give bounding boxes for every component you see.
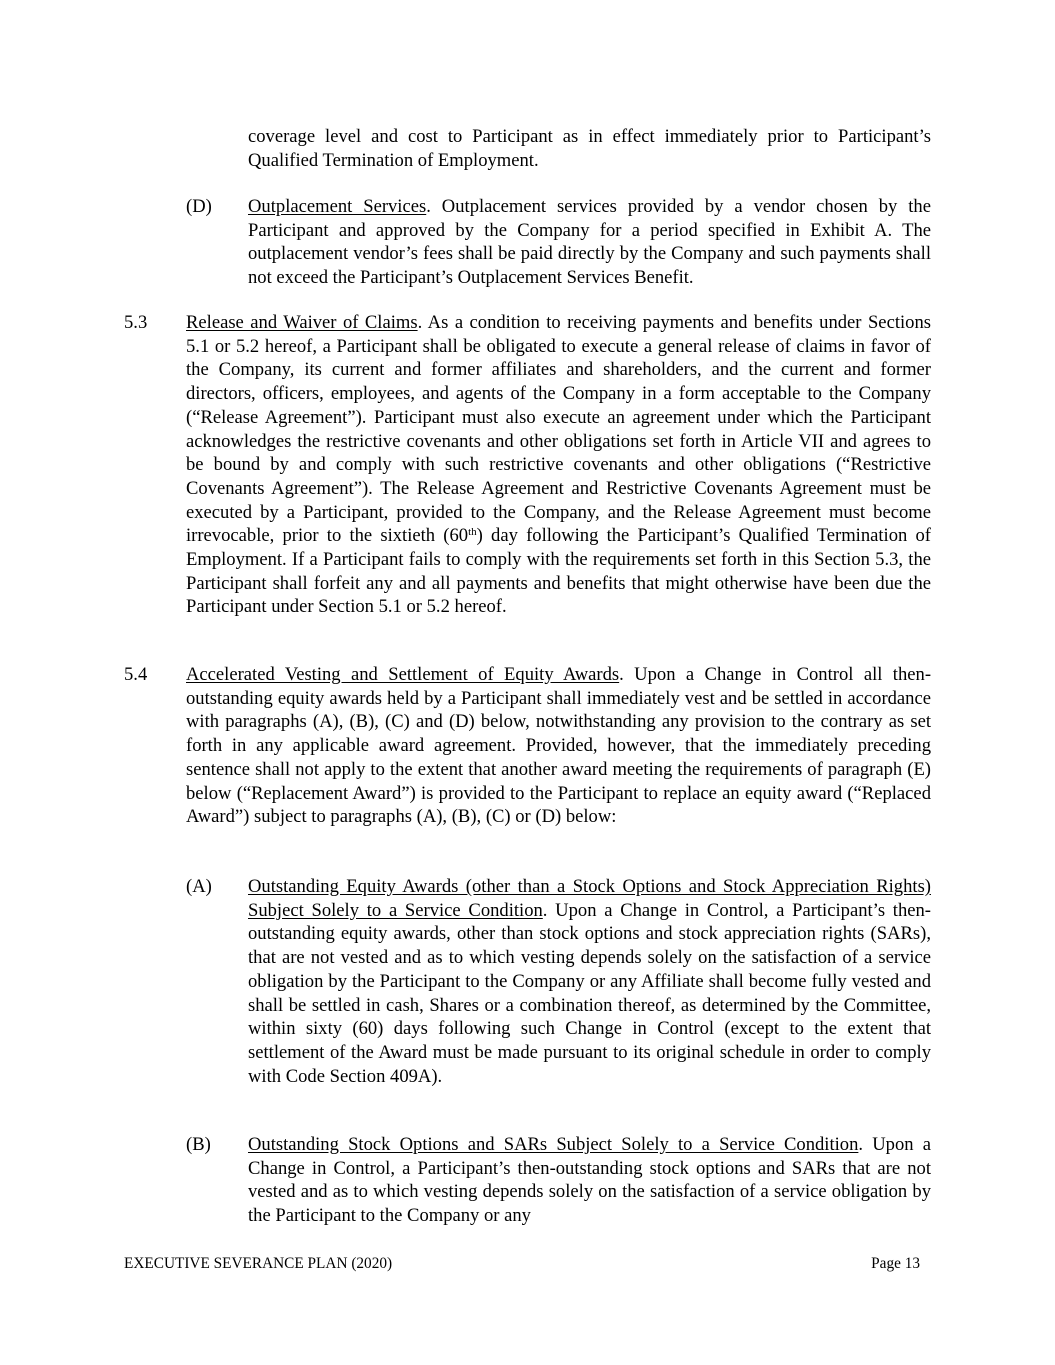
item-a-label: (A) xyxy=(186,876,212,897)
footer-document-title: EXECUTIVE SEVERANCE PLAN (2020) xyxy=(124,1255,393,1272)
section-5-3-body xyxy=(186,311,931,619)
continuation-text: coverage level and cost to Participant as in effect immediately prior to Participant’s Qualified Termination of Employment. xyxy=(248,126,931,171)
item-b-text: . Upon a Change in Control, a Participant’s then-outstanding stock options and SARs that are not vested and as to which vesting depends solely on the satisfaction of a service obligation by the Participant to the Company or any xyxy=(248,1134,931,1227)
item-d-text: . Outplacement services provided by a vendor chosen by the Participant and approved by the Company for a period specified in Exhibit A. The outplacement vendor’s fees shall be paid directly by the Company and such payments shall not exceed the Participant’s Outplacement Services Benefit. xyxy=(248,196,931,289)
section-5-3-number: 5.3 xyxy=(124,312,148,333)
item-d-heading: Outplacement Services xyxy=(248,196,427,217)
item-a-text: . Upon a Change in Control, a Participant’s then-outstanding equity awards, other than stock options and stock appreciation rights (SARs), that are not vested and as to which vesting depends solely on the satisfaction of a service obligation by the Participant to the Company or any Affiliate shall become fully vested and shall be settled in cash, Shares or a combination thereof, as determined by the Committee, within sixty (60) days following such Change in Control (except to the extent that settlement of the Award must be made pursuant to its original schedule in order to comply with Code Section 409A). xyxy=(248,899,931,1087)
section-5-4-body xyxy=(186,663,931,829)
footer-page-number: Page 13 xyxy=(871,1255,920,1272)
item-a-body xyxy=(248,875,931,1088)
item-d xyxy=(186,195,931,290)
section-5-4-number: 5.4 xyxy=(124,664,148,685)
section-5-3-text-b: ) day following the Participant’s Qualified Termination of Employment. If a Participant fails to comply with the requirements set forth in this Section 5.3, the Participant shall forfeit any and all payments and benefits that might otherwise have been due the Participant under Section 5.1 or 5.2 hereof. xyxy=(186,525,931,618)
section-5-4-heading: Accelerated Vesting and Settlement of Equity Awards xyxy=(186,664,620,685)
item-b xyxy=(186,1133,931,1228)
section-5-3 xyxy=(124,311,931,619)
item-a-heading: Outstanding Equity Awards (other than a Stock Options and Stock Appreciation Rights) Subject Solely to a Service Condition xyxy=(248,876,931,921)
item-b-body xyxy=(248,1133,931,1228)
item-b-label: (B) xyxy=(186,1134,211,1155)
item-d-body xyxy=(248,195,931,290)
item-b-heading: Outstanding Stock Options and SARs Subject Solely to a Service Condition xyxy=(248,1134,859,1155)
section-5-3-text-a: . As a condition to receiving payments and benefits under Sections 5.1 or 5.2 hereof, a Participant shall be obligated to execute a general release of claims in favor of the Company, its current and former affiliates and shareholders, and the current and former directors, officers, employees, and agents of the Company in a form acceptable to the Company (“Release Agreement”). Participant must also execute an agreement under which the Participant acknowledges the restrictive covenants and other obligations set forth in Article VII and agrees to be bound by and comply with such restrictive covenants and other obligations (“Restrictive Covenants Agreement”). The Release Agreement and Restrictive Covenants Agreement must be executed by a Participant, provided to the Company, and the Release Agreement must become irrevocable, prior to the sixtieth (60 xyxy=(186,312,931,547)
section-5-4 xyxy=(124,663,931,829)
item-d-label: (D) xyxy=(186,196,212,217)
section-5-3-heading: Release and Waiver of Claims xyxy=(186,312,418,333)
continuation-paragraph xyxy=(248,125,931,172)
section-5-3-superscript: th xyxy=(468,526,477,539)
section-5-4-text: . Upon a Change in Control all then-outstanding equity awards held by a Participant shall immediately vest and be settled in accordance with paragraphs (A), (B), (C) and (D) below, notwithstanding any provision to the contrary as set forth in any applicable award agreement. Provided, however, that the immediately preceding sentence shall not apply to the extent that another award meeting the requirements of paragraph (E) below (“Replacement Award”) is provided to the Participant to replace an equity award (“Replaced Award”) subject to paragraphs (A), (B), (C) or (D) below: xyxy=(186,664,932,828)
item-a xyxy=(186,875,931,1088)
